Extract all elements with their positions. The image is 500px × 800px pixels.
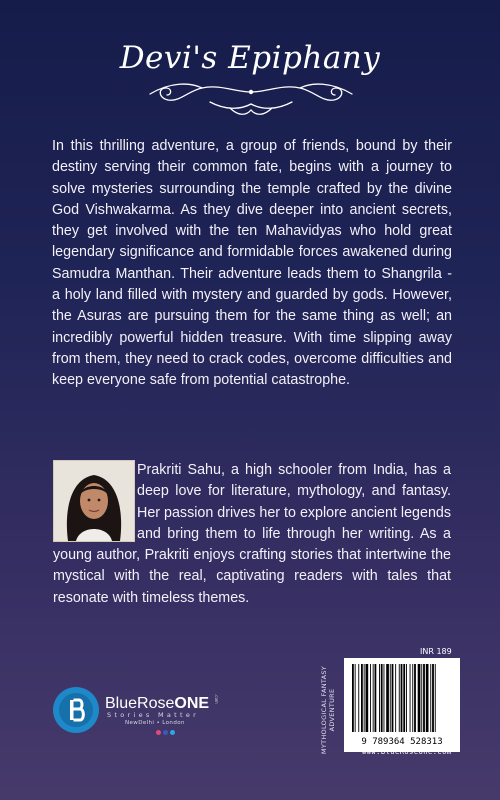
barcode-bar [373, 664, 374, 732]
barcode-bar [355, 664, 356, 732]
barcode-bars [344, 658, 460, 752]
barcode-bar [361, 664, 363, 732]
barcode-bar [412, 664, 413, 732]
barcode-bar [390, 664, 391, 732]
barcode-bar [435, 664, 436, 732]
bluerose-logo-icon [52, 686, 100, 734]
barcode-bar [366, 664, 369, 732]
isbn-number: 9 789364 528313 [361, 737, 443, 747]
instagram-icon [156, 730, 161, 735]
barcode-bar [352, 664, 354, 732]
photo-spacer [53, 460, 137, 544]
twitter-icon [170, 730, 175, 735]
book-blurb: In this thrilling adventure, a group of friends, bound by their destiny serving their common fate, begins with a journey to solve mysteries surrounding the temple crafted by the divine God Vishwakarma. As they dive deeper into ancient secrets, they get involved with the ten Mahavidyas who hold great legendary significance and formidable forces awakened during Samudra Manthan. Their adventure leads them to Shangrila - a holy land filled with mystery and guarded by gods. However, the Asuras are pursuing them for the same thing as well; an incredibly powerful hidden treasure. With time slipping away from them, they need to crack codes, overcome difficulties and keep everyone safe from potential catastrophe. [52, 138, 452, 389]
barcode-bar [370, 664, 371, 732]
social-icons [156, 730, 175, 735]
website-url: www.BlueRoseOne.com [362, 748, 452, 756]
publisher-name-part2: ONE [174, 695, 210, 712]
barcode-bar [401, 664, 403, 732]
author-bio-paragraph [53, 460, 451, 609]
barcode-bar [432, 664, 434, 732]
publisher-cities: NewDelhi • London [125, 720, 185, 726]
barcode-bar [364, 664, 365, 732]
price-label: INR 189 [420, 647, 452, 656]
genre-line-1: MYTHOLOGICAL FANTASY [320, 665, 328, 755]
genre-line-2: ADVENTURE [328, 688, 336, 732]
barcode-bar [421, 664, 422, 732]
barcode-bar [423, 664, 425, 732]
barcode-bar [384, 664, 385, 732]
barcode-bar [358, 664, 359, 732]
barcode-bar [426, 664, 429, 732]
barcode-bar [430, 664, 431, 732]
barcode-bar [403, 664, 405, 732]
book-title: Devi's Epiphany [119, 40, 381, 76]
ornamental-flourish [140, 80, 362, 120]
barcode-bar [399, 664, 400, 732]
barcode-bar [406, 664, 407, 732]
publisher-name-part1: BlueRose [105, 695, 175, 712]
facebook-icon [163, 730, 168, 735]
barcode [344, 658, 460, 752]
publisher-tagline: Stories Matter [107, 711, 200, 719]
barcode-bar [375, 664, 377, 732]
barcode-bar [392, 664, 394, 732]
barcode-bar [410, 664, 411, 732]
barcode-bar [381, 664, 383, 732]
barcode-bar [395, 664, 396, 732]
publisher-domain-suffix: .com [214, 694, 219, 704]
barcode-bar [379, 664, 380, 732]
barcode-bar [386, 664, 389, 732]
author-bio: Prakriti Sahu, a high schooler from India, has a deep love for literature, mythology, and fantasy. Her passion drives her to explore ancient legends and bring them to life through her writing. As a young author, Prakriti enjoys crafting stories that intertwine the mystical with the real, captivating readers with tales that resonate with timeless themes. [53, 462, 451, 606]
barcode-bar [418, 664, 421, 732]
barcode-bar [414, 664, 416, 732]
